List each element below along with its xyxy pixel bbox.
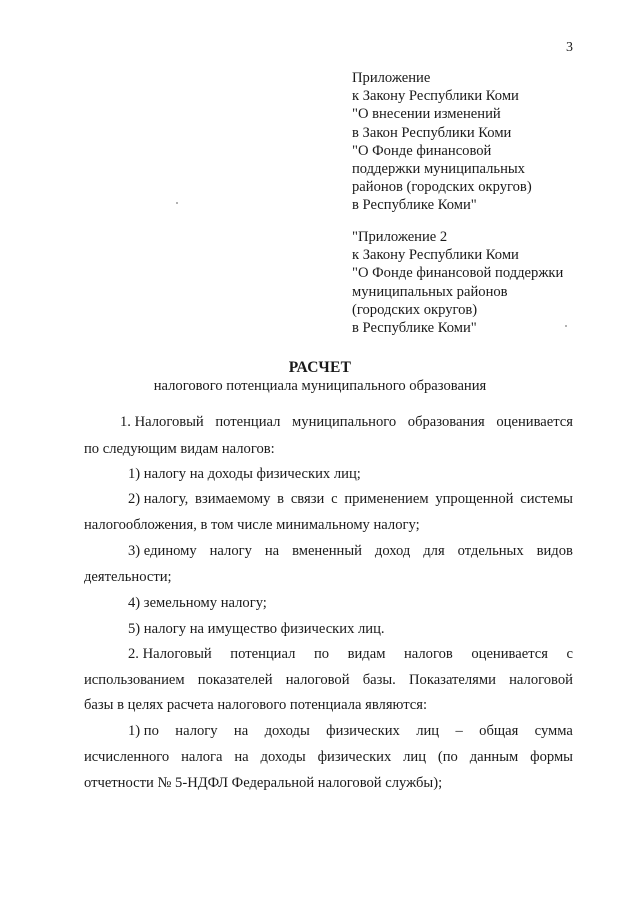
word: налоговой xyxy=(285,672,350,688)
word: 3) единому xyxy=(128,543,197,559)
word: исчисленного xyxy=(84,749,170,765)
word: на xyxy=(234,749,249,765)
appendix-1-line: "О Фонде финансовой xyxy=(352,142,492,159)
word: потенциал xyxy=(215,414,281,430)
paragraph-1-line-2: по следующим видам налогов: xyxy=(84,441,275,457)
word: налогу xyxy=(209,543,252,559)
sub-item-1-line-3: отчетности № 5-НДФЛ Федеральной налоговой службы); xyxy=(84,775,443,791)
appendix-2-line: "О Фонде финансовой поддержки xyxy=(352,265,564,282)
word: упрощенной xyxy=(435,491,514,507)
appendix-2-line: "Приложение 2 xyxy=(352,229,448,245)
appendix-header-1 xyxy=(352,69,532,215)
word: образования xyxy=(407,414,485,430)
list-item-3-line-2: деятельности; xyxy=(84,569,172,585)
paragraph-1-line-1 xyxy=(120,414,573,431)
word: по xyxy=(313,646,330,662)
paragraph-2-line-2 xyxy=(84,672,573,689)
word: вмененный xyxy=(292,543,362,559)
word: на xyxy=(233,723,249,739)
sub-item-1-line-2 xyxy=(84,749,573,766)
word: физических xyxy=(317,749,392,765)
list-item-5: 5) налогу на имущество физических лиц. xyxy=(128,621,385,637)
word: базы. xyxy=(362,672,396,688)
word: доходы xyxy=(260,749,306,765)
appendix-1-line: в Республике Коми" xyxy=(352,197,477,214)
appendix-1-line: поддержки муниципальных xyxy=(352,161,525,178)
appendix-header-2 xyxy=(352,228,563,337)
word: 2) налогу, xyxy=(128,491,189,507)
word: отдельных xyxy=(457,543,524,559)
word: налоговой xyxy=(509,672,573,688)
document-subtitle: налогового потенциала муниципального образования xyxy=(153,378,487,394)
sub-item-1-line-1 xyxy=(128,723,573,740)
word: Показателями xyxy=(409,672,496,688)
word: видов xyxy=(536,543,573,559)
word: налогу xyxy=(175,723,218,739)
appendix-2-line: к Закону Республики Коми xyxy=(352,247,519,264)
word: оценивается xyxy=(471,646,548,662)
list-item-1: 1) налогу на доходы физических лиц; xyxy=(128,466,361,482)
word: доходы xyxy=(264,723,310,739)
list-item-3-line-1 xyxy=(128,543,573,560)
word: формы xyxy=(530,749,573,765)
word: взимаемому xyxy=(195,491,271,507)
word: на xyxy=(264,543,280,559)
list-item-2-line-1 xyxy=(128,491,573,508)
word: налогов xyxy=(403,646,453,662)
appendix-2-line: (городских округов) xyxy=(352,301,478,318)
word: физических xyxy=(326,723,400,739)
appendix-1-line: к Закону Республики Коми xyxy=(352,88,519,105)
word: потенциал xyxy=(230,646,296,662)
word: в xyxy=(277,491,285,507)
scan-artifact xyxy=(565,325,567,327)
appendix-2-line: муниципальных районов xyxy=(352,283,508,300)
word: 2. Налоговый xyxy=(128,646,212,662)
word: (по xyxy=(437,749,458,765)
word: с xyxy=(331,491,338,507)
scan-artifact xyxy=(176,202,178,204)
word: оценивается xyxy=(496,414,573,430)
word: лиц xyxy=(416,723,440,739)
word: использованием xyxy=(84,672,185,688)
word: 1) по xyxy=(128,723,159,739)
page-number: 3 xyxy=(566,40,573,55)
word: видам xyxy=(347,646,386,662)
word: лиц xyxy=(403,749,427,765)
paragraph-2-line-3: базы в целях расчета налогового потенциала являются: xyxy=(84,697,428,713)
word: показателей xyxy=(197,672,273,688)
list-item-2-line-2: налогообложения, в том числе минимальному налогу; xyxy=(84,517,420,533)
document-title: РАСЧЕТ xyxy=(288,359,352,376)
word: 1. Налоговый xyxy=(120,414,204,430)
word: с xyxy=(566,646,573,662)
word: данным xyxy=(469,749,519,765)
appendix-1-line: в Закон Республики Коми xyxy=(352,124,512,141)
word: для xyxy=(423,543,445,559)
word: общая xyxy=(479,723,519,739)
appendix-1-line: "О внесении изменений xyxy=(352,106,501,123)
word: муниципального xyxy=(292,414,397,430)
list-item-4: 4) земельному налогу; xyxy=(128,595,267,611)
word: применением xyxy=(344,491,429,507)
word: системы xyxy=(520,491,573,507)
word: сумма xyxy=(534,723,573,739)
word: доход xyxy=(374,543,411,559)
word: связи xyxy=(290,491,325,507)
paragraph-2-line-1 xyxy=(128,646,573,663)
appendix-1-line: Приложение xyxy=(352,70,431,86)
appendix-2-line: в Республике Коми" xyxy=(352,320,477,337)
word: – xyxy=(455,723,463,739)
appendix-1-line: районов (городских округов) xyxy=(352,179,532,196)
word: налога xyxy=(181,749,223,765)
